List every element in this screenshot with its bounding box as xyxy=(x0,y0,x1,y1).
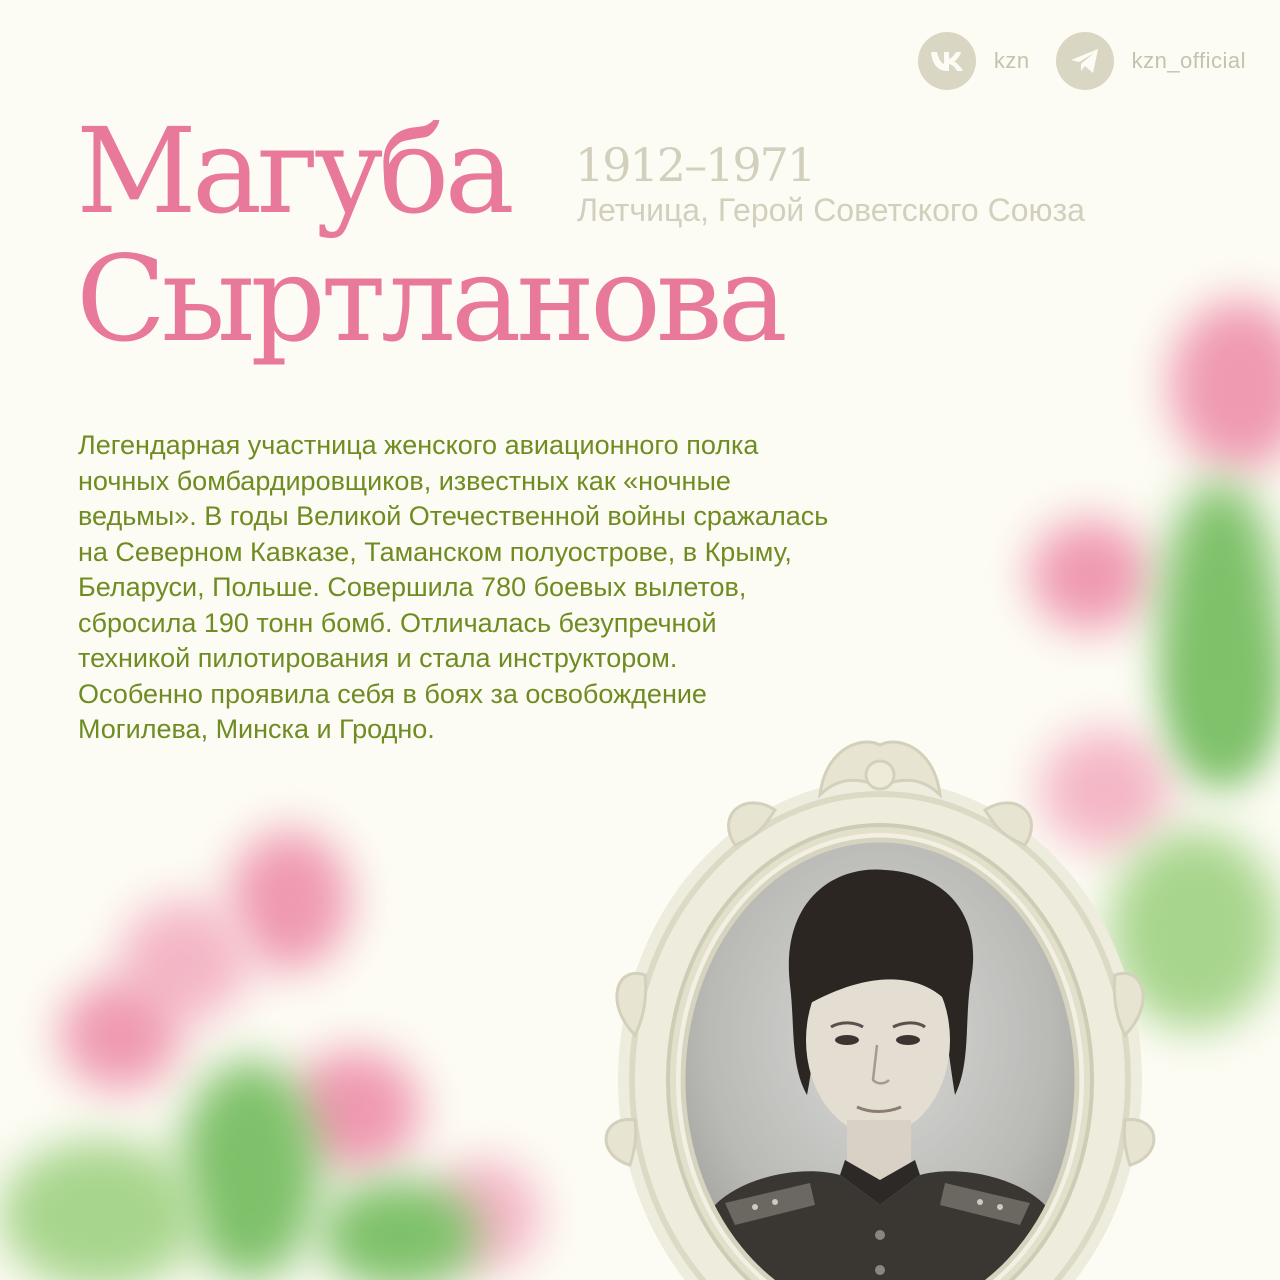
social-links xyxy=(892,32,1246,90)
bio-line: сбросила 190 тонн бомб. Отличалась безупречной xyxy=(78,607,717,638)
bio-line: Могилева, Минска и Гродно. xyxy=(78,714,435,744)
bio-line: ведьмы». В годы Великой Отечественной войны сражалась xyxy=(78,501,829,531)
tulip-blur-decoration xyxy=(1030,520,1150,630)
bio-line: Особенно проявила себя в боях за освобождение xyxy=(78,678,707,709)
biography xyxy=(78,428,978,748)
bio-line: техникой пилотирования и стала инструктором. xyxy=(78,643,678,673)
leaf-blur-decoration xyxy=(0,1140,200,1280)
bio-line: Легендарная участница женского авиационного полка xyxy=(78,430,759,460)
leaf-blur-decoration xyxy=(320,1180,480,1280)
vk-link[interactable] xyxy=(918,32,1030,90)
leaf-blur-decoration xyxy=(180,1060,320,1280)
role-subtitle: Летчица, Герой Советского Союза xyxy=(577,192,1085,228)
telegram-icon xyxy=(1056,32,1114,90)
telegram-label: kzn_official xyxy=(1131,48,1246,73)
portrait-frame xyxy=(575,735,1185,1280)
life-years: 1912–1971 xyxy=(575,138,815,192)
last-name: Сыртланова xyxy=(76,230,783,368)
first-name: Магуба xyxy=(76,102,510,240)
ornate-oval-frame xyxy=(575,735,1185,1280)
vk-icon xyxy=(918,32,976,90)
tulip-blur-decoration xyxy=(1170,300,1280,470)
bio-line: на Северном Кавказе, Таманском полуострове, в Крыму, xyxy=(78,536,792,567)
bio-line: Беларуси, Польше. Совершила 780 боевых вылетов, xyxy=(78,572,747,602)
tulip-blur-decoration xyxy=(60,980,180,1090)
telegram-link[interactable] xyxy=(1056,32,1246,90)
bio-line: ночных бомбардировщиков, известных как «ночные xyxy=(78,465,731,496)
leaf-blur-decoration xyxy=(1180,620,1270,780)
vk-label: kzn xyxy=(993,48,1030,73)
